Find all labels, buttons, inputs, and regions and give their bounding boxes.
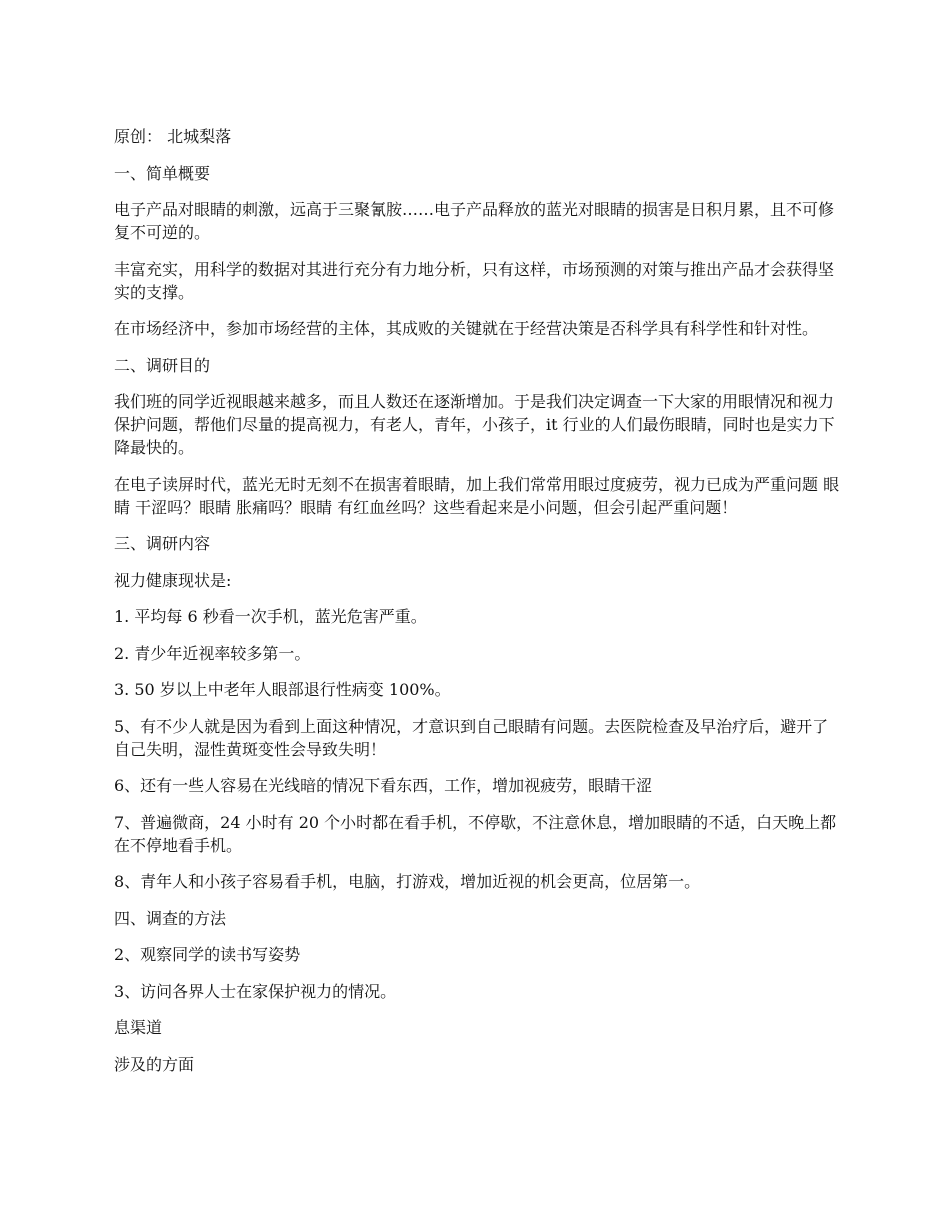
list-item: 8、青年人和小孩子容易看手机，电脑，打游戏，增加近视的机会更高，位居第一。 [114,872,701,891]
list-item: 3. 50 岁以上中老年人眼部退行性病变 100%。 [114,680,451,699]
body-paragraph: 在电子读屏时代，蓝光无时无刻不在损害着眼睛，加上我们常常用眼过度疲劳，视力已成为严重问题 眼睛 干涩吗？眼睛 胀痛吗？眼睛 有红血丝吗？这些看起来是小问题，但会引起严重问题！ [114,474,840,517]
list-item: 7、普遍微商，24 小时有 20 个小时都在看手机，不停歇，不注意休息，增加眼睛的不适，白天晚上都在不停地看手机。 [114,812,837,855]
body-paragraph: 涉及的方面 [114,1054,195,1074]
section-heading-overview: 一、简单概要 [114,163,211,183]
body-paragraph: 丰富充实，用科学的数据对其进行充分有力地分析，只有这样，市场预测的对策与推出产品才会获得坚实的支撑。 [114,259,835,302]
body-paragraph: 我们班的同学近视眼越来越多，而且人数还在逐渐增加。于是我们决定调查一下大家的用眼情况和视力保护问题，帮他们尽量的提高视力，有老人，青年，小孩子，it 行业的人们最伤眼睛，同时也是实力下降最快的。 [114,392,835,457]
body-paragraph: 视力健康现状是: [114,570,232,590]
list-item: 3、访问各界人士在家保护视力的情况。 [114,981,397,1001]
body-paragraph: 在市场经济中，参加市场经营的主体，其成败的关键就在于经营决策是否科学具有科学性和针对性。 [114,319,819,338]
list-item: 5、有不少人就是因为看到上面这种情况，才意识到自己眼睛有问题。去医院检查及早治疗后，避开了自己失明，湿性黄斑变性会导致失明！ [114,716,829,759]
section-heading-method: 四、调查的方法 [114,908,227,928]
section-heading-content: 三、调研内容 [114,534,211,553]
list-item: 1. 平均每 6 秒看一次手机，蓝光危害严重。 [114,607,427,626]
body-paragraph: 电子产品对眼睛的刺激，远高于三聚氰胺……电子产品释放的蓝光对眼睛的损害是日积月累，且不可修复不可逆的。 [114,200,835,242]
list-item: 2、观察同学的读书写姿势 [114,945,301,964]
list-item: 6、还有一些人容易在光线暗的情况下看东西，工作，增加视疲劳，眼睛干涩 [114,776,653,795]
author-line: 原创： 北城梨落 [114,127,232,146]
list-item: 2. 青少年近视率较多第一。 [114,643,311,663]
body-paragraph: 息渠道 [114,1018,163,1037]
document-body [114,125,840,1089]
section-heading-purpose: 二、调研目的 [114,355,211,375]
